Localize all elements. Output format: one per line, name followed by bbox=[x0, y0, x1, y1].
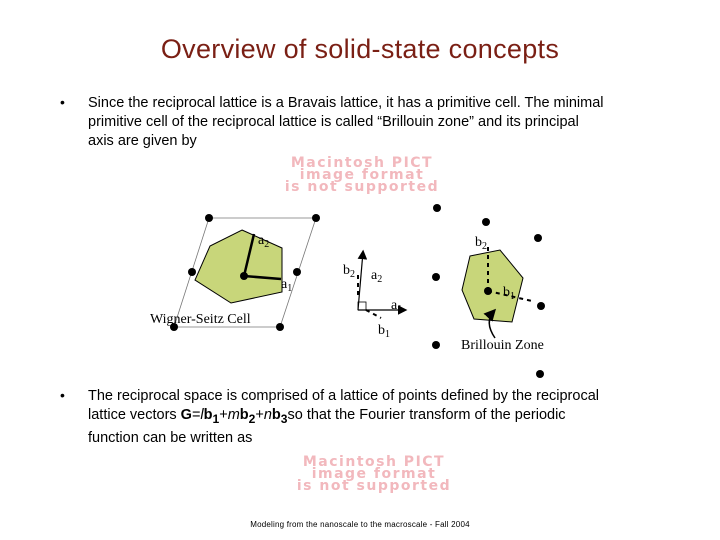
lattice-point bbox=[188, 268, 196, 276]
bullet-2-line-3: function can be written as bbox=[88, 429, 253, 446]
pict-line-3: is not supported bbox=[296, 478, 452, 494]
label-b1-right: $b_1$ bbox=[503, 285, 515, 302]
lattice-point bbox=[432, 273, 440, 281]
lattice-point bbox=[484, 287, 492, 295]
bullet-marker-2: • bbox=[60, 387, 65, 403]
vector-b: b bbox=[271, 407, 281, 423]
pict-line-1: Macintosh PICT bbox=[302, 454, 446, 470]
lattice-point bbox=[534, 234, 542, 242]
label-a1: $a_1$ bbox=[281, 277, 293, 294]
arrow-a2 bbox=[358, 252, 363, 310]
lattice-point bbox=[240, 272, 248, 280]
bullet-2-line-1: The reciprocal space is comprised of a lattice of points defined by the reciprocal bbox=[88, 388, 599, 404]
subscript: 1 bbox=[212, 411, 220, 426]
brillouin-zone bbox=[462, 250, 523, 322]
text-run: + bbox=[255, 407, 264, 423]
reciprocal-lattice bbox=[432, 204, 545, 378]
lattice-point bbox=[205, 214, 213, 222]
pict-line-3: is not supported bbox=[284, 179, 440, 195]
lattice-point bbox=[432, 341, 440, 349]
text-run: so that the Fourier transform of the periodic bbox=[287, 407, 566, 423]
label-wigner-seitz: Wigner-Seitz Cell bbox=[150, 312, 251, 327]
label-b2-right: $b_2$ bbox=[475, 235, 487, 252]
vector-b: b bbox=[239, 407, 249, 423]
text-run: lattice vectors bbox=[88, 407, 181, 423]
lattice-point bbox=[312, 214, 320, 222]
real-space-lattice bbox=[150, 214, 320, 331]
pict-line-2: image format bbox=[311, 466, 437, 482]
subscript: 2 bbox=[248, 411, 256, 426]
dashed-b1 bbox=[366, 310, 381, 318]
bullet-text-2 bbox=[88, 387, 698, 448]
vector-construction bbox=[343, 252, 405, 340]
label-brillouin-zone: Brillouin Zone bbox=[461, 338, 544, 353]
bullet-2-line-2 bbox=[88, 406, 698, 429]
label-a1-mid: $a_1$ bbox=[391, 298, 403, 315]
text-run: = bbox=[191, 407, 201, 423]
lattice-point bbox=[433, 204, 441, 212]
vector-G: G bbox=[180, 407, 192, 423]
coef-m: m bbox=[227, 407, 240, 423]
text-run: + bbox=[219, 407, 228, 423]
lattice-point bbox=[536, 370, 544, 378]
pict-line-2: image format bbox=[299, 167, 425, 183]
slide-title: Overview of solid-state concepts bbox=[160, 34, 560, 64]
pict-line-1: Macintosh PICT bbox=[290, 155, 434, 171]
lattice-point bbox=[482, 218, 490, 226]
bullet-1-line-1: Since the reciprocal lattice is a Bravais lattice, it has a primitive cell. The minimal bbox=[88, 95, 604, 111]
coef-l: l bbox=[200, 407, 204, 423]
bullet-1-line-3: axis are given by bbox=[88, 133, 197, 149]
label-a2: $a_2$ bbox=[258, 233, 270, 250]
label-a2-mid: $a_2$ bbox=[371, 268, 383, 285]
label-b2-mid: $b_2$ bbox=[343, 263, 355, 280]
lattice-point bbox=[293, 268, 301, 276]
bullet-1-line-2: primitive cell of the reciprocal lattice is called “Brillouin zone” and its principal bbox=[88, 114, 579, 130]
pict-placeholder-2 bbox=[224, 456, 524, 492]
coef-n: n bbox=[263, 407, 272, 423]
lattice-point bbox=[537, 302, 545, 310]
label-b1-mid: $b_1$ bbox=[378, 323, 390, 340]
vector-b: b bbox=[203, 407, 213, 423]
lattice-point bbox=[276, 323, 284, 331]
footer-text: Modeling from the nanoscale to the macroscale - Fall 2004 bbox=[250, 520, 470, 529]
subscript: 3 bbox=[280, 411, 288, 426]
right-angle-marker bbox=[358, 302, 366, 310]
bullet-marker-1: • bbox=[60, 94, 65, 110]
